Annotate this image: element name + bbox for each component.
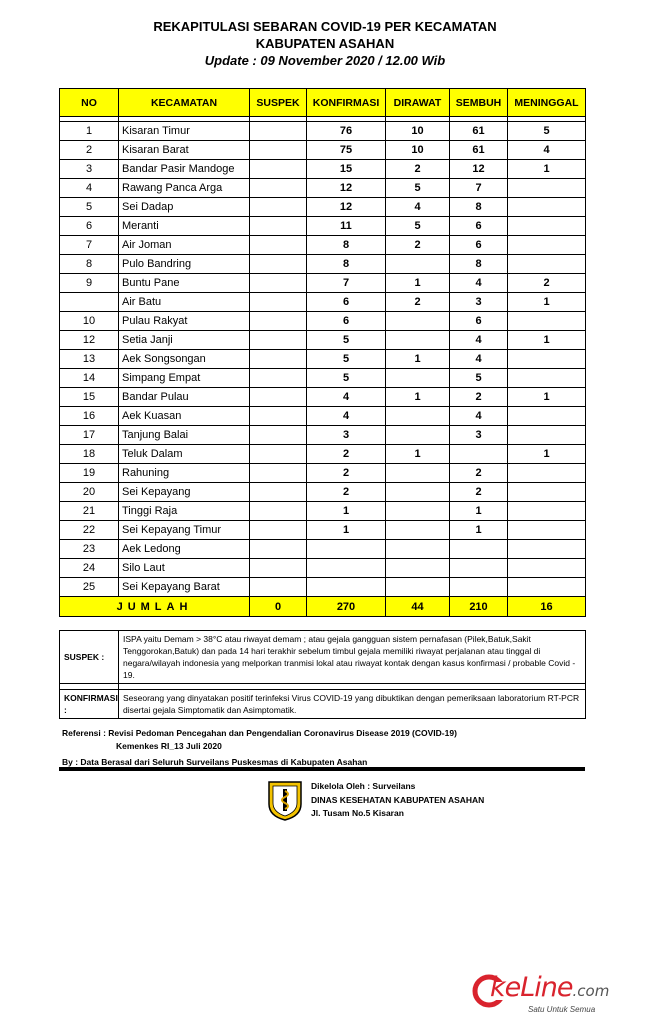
cell-konf: 6 — [307, 293, 386, 312]
cell-konf — [307, 540, 386, 559]
cell-meninggal: 2 — [508, 274, 586, 293]
data-source-note: By : Data Berasal dari Seluruh Surveilans Puskesmas di Kabupaten Asahan — [62, 757, 368, 767]
health-office-logo-icon — [265, 778, 305, 822]
cell-kec: Setia Janji — [119, 331, 250, 350]
cell-dirawat — [386, 578, 450, 597]
cell-suspek — [250, 179, 307, 198]
cell-no: 12 — [60, 331, 119, 350]
cell-meninggal: 1 — [508, 388, 586, 407]
cell-sembuh: 6 — [450, 217, 508, 236]
cell-suspek — [250, 350, 307, 369]
cell-kec: Rahuning — [119, 464, 250, 483]
cell-dirawat: 10 — [386, 141, 450, 160]
cell-kec: Bandar Pulau — [119, 388, 250, 407]
cell-kec: Rawang Panca Arga — [119, 179, 250, 198]
cell-no: 18 — [60, 445, 119, 464]
cell-dirawat — [386, 331, 450, 350]
table-header-row — [60, 89, 586, 117]
cell-konf: 5 — [307, 350, 386, 369]
cell-sembuh — [450, 578, 508, 597]
cell-sembuh: 61 — [450, 122, 508, 141]
cell-konf: 4 — [307, 388, 386, 407]
col-header-meninggal: MENINGGAL — [508, 89, 586, 117]
cell-kec: Sei Kepayang Barat — [119, 578, 250, 597]
cell-meninggal — [508, 312, 586, 331]
cell-suspek — [250, 312, 307, 331]
table-row — [60, 122, 586, 141]
table-row — [60, 426, 586, 445]
total-dirawat: 44 — [386, 597, 450, 617]
cell-suspek — [250, 236, 307, 255]
cell-konf: 11 — [307, 217, 386, 236]
cell-suspek — [250, 502, 307, 521]
cell-meninggal — [508, 179, 586, 198]
cell-meninggal — [508, 464, 586, 483]
cell-kec: Bandar Pasir Mandoge — [119, 160, 250, 179]
covid-recap-table — [59, 88, 586, 617]
total-meninggal: 16 — [508, 597, 586, 617]
cell-suspek — [250, 255, 307, 274]
cell-dirawat — [386, 559, 450, 578]
total-suspek: 0 — [250, 597, 307, 617]
cell-no: 17 — [60, 426, 119, 445]
cell-kec: Pulau Rakyat — [119, 312, 250, 331]
cell-suspek — [250, 274, 307, 293]
cell-no: 5 — [60, 198, 119, 217]
cell-konf: 76 — [307, 122, 386, 141]
cell-meninggal: 5 — [508, 122, 586, 141]
cell-suspek — [250, 426, 307, 445]
table-row — [60, 483, 586, 502]
cell-dirawat: 1 — [386, 350, 450, 369]
cell-meninggal — [508, 255, 586, 274]
table-row — [60, 350, 586, 369]
total-row — [60, 597, 586, 617]
managing-office: DINAS KESEHATAN KABUPATEN ASAHAN — [311, 794, 485, 805]
definition-konfirmasi-label: KONFIRMASI : — [60, 690, 119, 719]
cell-kec: Tanjung Balai — [119, 426, 250, 445]
cell-no: 20 — [60, 483, 119, 502]
col-header-sembuh: SEMBUH — [450, 89, 508, 117]
cell-dirawat: 2 — [386, 160, 450, 179]
cell-suspek — [250, 521, 307, 540]
cell-konf: 8 — [307, 236, 386, 255]
cell-sembuh: 4 — [450, 350, 508, 369]
watermark — [472, 968, 632, 1018]
cell-dirawat: 1 — [386, 388, 450, 407]
cell-kec: Tinggi Raja — [119, 502, 250, 521]
cell-sembuh: 4 — [450, 407, 508, 426]
cell-suspek — [250, 559, 307, 578]
cell-suspek — [250, 160, 307, 179]
definition-konfirmasi-text: Seseorang yang dinyatakan positif terinfeksi Virus COVID-19 yang dibuktikan dengan pemeriksaan laboratorium RT-PCR disertai gejala Simptomatik dan Asimptomatik. — [119, 690, 586, 719]
cell-no: 7 — [60, 236, 119, 255]
table-row — [60, 369, 586, 388]
reference-source: Kemenkes RI_13 Juli 2020 — [116, 741, 222, 751]
cell-dirawat — [386, 502, 450, 521]
cell-sembuh: 2 — [450, 483, 508, 502]
cell-sembuh: 3 — [450, 293, 508, 312]
table-row — [60, 179, 586, 198]
cell-kec: Air Joman — [119, 236, 250, 255]
cell-no: 13 — [60, 350, 119, 369]
table-row — [60, 464, 586, 483]
cell-meninggal — [508, 521, 586, 540]
cell-kec: Aek Songsongan — [119, 350, 250, 369]
document-subtitle: KABUPATEN ASAHAN — [255, 36, 395, 51]
cell-suspek — [250, 293, 307, 312]
cell-konf: 5 — [307, 331, 386, 350]
cell-meninggal — [508, 483, 586, 502]
table-row — [60, 160, 586, 179]
cell-kec: Sei Dadap — [119, 198, 250, 217]
cell-dirawat — [386, 483, 450, 502]
table-row — [60, 331, 586, 350]
cell-no: 4 — [60, 179, 119, 198]
cell-konf: 3 — [307, 426, 386, 445]
col-header-kecamatan: KECAMATAN — [119, 89, 250, 117]
table-row — [60, 141, 586, 160]
cell-dirawat — [386, 369, 450, 388]
cell-suspek — [250, 388, 307, 407]
cell-sembuh: 2 — [450, 388, 508, 407]
cell-dirawat — [386, 426, 450, 445]
cell-meninggal: 1 — [508, 331, 586, 350]
cell-no: 2 — [60, 141, 119, 160]
col-header-konfirmasi: KONFIRMASI — [307, 89, 386, 117]
cell-sembuh: 61 — [450, 141, 508, 160]
cell-sembuh: 6 — [450, 312, 508, 331]
cell-no: 15 — [60, 388, 119, 407]
cell-sembuh: 4 — [450, 331, 508, 350]
cell-meninggal — [508, 502, 586, 521]
table-row — [60, 407, 586, 426]
reference-line: Referensi : Revisi Pedoman Pencegahan dan Pengendalian Coronavirus Disease 2019 (COVID-19) — [62, 728, 457, 738]
col-header-no: NO — [60, 89, 119, 117]
cell-no: 24 — [60, 559, 119, 578]
cell-meninggal — [508, 578, 586, 597]
cell-sembuh: 4 — [450, 274, 508, 293]
cell-dirawat: 1 — [386, 274, 450, 293]
cell-dirawat: 1 — [386, 445, 450, 464]
managed-by-label: Dikelola Oleh : Surveilans — [311, 781, 416, 791]
cell-kec: Sei Kepayang — [119, 483, 250, 502]
cell-suspek — [250, 483, 307, 502]
cell-no: 8 — [60, 255, 119, 274]
cell-meninggal — [508, 217, 586, 236]
cell-no: 19 — [60, 464, 119, 483]
table-row — [60, 559, 586, 578]
cell-no: 25 — [60, 578, 119, 597]
cell-no: 22 — [60, 521, 119, 540]
cell-sembuh: 8 — [450, 255, 508, 274]
update-timestamp: Update : 09 November 2020 / 12.00 Wib — [204, 53, 446, 68]
cell-dirawat: 5 — [386, 179, 450, 198]
table-body — [60, 117, 586, 617]
cell-meninggal — [508, 236, 586, 255]
table-row — [60, 502, 586, 521]
definition-suspek-label: SUSPEK : — [60, 631, 119, 684]
cell-kec: Kisaran Timur — [119, 122, 250, 141]
cell-dirawat: 2 — [386, 236, 450, 255]
cell-sembuh: 6 — [450, 236, 508, 255]
office-address: Jl. Tusam No.5 Kisaran — [311, 808, 404, 818]
cell-sembuh: 3 — [450, 426, 508, 445]
cell-kec: Meranti — [119, 217, 250, 236]
cell-dirawat — [386, 464, 450, 483]
table-row — [60, 521, 586, 540]
cell-suspek — [250, 578, 307, 597]
document-header — [0, 18, 650, 70]
cell-dirawat — [386, 540, 450, 559]
cell-konf: 7 — [307, 274, 386, 293]
table-row — [60, 274, 586, 293]
cell-kec: Simpang Empat — [119, 369, 250, 388]
table-row — [60, 198, 586, 217]
cell-dirawat: 5 — [386, 217, 450, 236]
cell-kec: Buntu Pane — [119, 274, 250, 293]
cell-konf: 5 — [307, 369, 386, 388]
watermark-brand: keLine.com — [490, 972, 610, 1003]
cell-sembuh: 5 — [450, 369, 508, 388]
cell-suspek — [250, 141, 307, 160]
cell-suspek — [250, 407, 307, 426]
cell-sembuh: 12 — [450, 160, 508, 179]
cell-no: 10 — [60, 312, 119, 331]
cell-kec: Kisaran Barat — [119, 141, 250, 160]
cell-suspek — [250, 217, 307, 236]
cell-suspek — [250, 122, 307, 141]
definitions-table — [59, 630, 586, 719]
definition-konfirmasi-row — [60, 690, 586, 719]
cell-sembuh: 2 — [450, 464, 508, 483]
cell-no: 21 — [60, 502, 119, 521]
cell-meninggal: 1 — [508, 160, 586, 179]
cell-konf: 2 — [307, 464, 386, 483]
cell-dirawat: 10 — [386, 122, 450, 141]
cell-konf: 2 — [307, 445, 386, 464]
cell-sembuh: 7 — [450, 179, 508, 198]
cell-konf: 1 — [307, 521, 386, 540]
watermark-tagline: Satu Untuk Semua — [528, 1005, 596, 1014]
total-konf: 270 — [307, 597, 386, 617]
cell-no: 23 — [60, 540, 119, 559]
divider — [59, 767, 585, 771]
cell-kec: Aek Ledong — [119, 540, 250, 559]
table-row — [60, 540, 586, 559]
cell-meninggal: 1 — [508, 445, 586, 464]
cell-meninggal — [508, 426, 586, 445]
cell-kec: Sei Kepayang Timur — [119, 521, 250, 540]
cell-sembuh: 1 — [450, 521, 508, 540]
cell-meninggal — [508, 350, 586, 369]
table-row — [60, 388, 586, 407]
cell-dirawat — [386, 521, 450, 540]
cell-meninggal: 4 — [508, 141, 586, 160]
cell-meninggal — [508, 540, 586, 559]
cell-suspek — [250, 369, 307, 388]
cell-dirawat — [386, 407, 450, 426]
cell-suspek — [250, 540, 307, 559]
cell-suspek — [250, 445, 307, 464]
document-title: REKAPITULASI SEBARAN COVID-19 PER KECAMATAN — [153, 19, 497, 34]
cell-no: 6 — [60, 217, 119, 236]
table-row — [60, 255, 586, 274]
cell-konf: 1 — [307, 502, 386, 521]
col-header-dirawat: DIRAWAT — [386, 89, 450, 117]
cell-sembuh: 8 — [450, 198, 508, 217]
cell-dirawat: 2 — [386, 293, 450, 312]
cell-suspek — [250, 198, 307, 217]
reference-block — [62, 727, 457, 753]
cell-sembuh — [450, 559, 508, 578]
total-label: JUMLAH — [60, 597, 250, 617]
cell-meninggal — [508, 198, 586, 217]
cell-kec: Pulo Bandring — [119, 255, 250, 274]
cell-meninggal: 1 — [508, 293, 586, 312]
cell-konf: 6 — [307, 312, 386, 331]
cell-no: 3 — [60, 160, 119, 179]
cell-dirawat — [386, 255, 450, 274]
cell-kec: Teluk Dalam — [119, 445, 250, 464]
cell-konf: 75 — [307, 141, 386, 160]
table-row — [60, 312, 586, 331]
cell-meninggal — [508, 559, 586, 578]
cell-konf — [307, 559, 386, 578]
table-row — [60, 217, 586, 236]
table-row — [60, 578, 586, 597]
cell-konf: 4 — [307, 407, 386, 426]
cell-konf: 8 — [307, 255, 386, 274]
cell-konf: 15 — [307, 160, 386, 179]
definition-suspek-row — [60, 631, 586, 684]
cell-meninggal — [508, 407, 586, 426]
cell-kec: Air Batu — [119, 293, 250, 312]
cell-suspek — [250, 331, 307, 350]
cell-no: 14 — [60, 369, 119, 388]
cell-no: 16 — [60, 407, 119, 426]
cell-meninggal — [508, 369, 586, 388]
table-row — [60, 236, 586, 255]
total-sembuh: 210 — [450, 597, 508, 617]
cell-sembuh — [450, 540, 508, 559]
definition-suspek-text: ISPA yaitu Demam > 38°C atau riwayat demam ; atau gejala gangguan sistem pernafasan (Pilek,Batuk,Sakit Tenggorokan,Batuk) dan pada 14 hari terakhir sebelum timbul gejala memiliki riwayat perjalanan atau tinggal di negara/wilayah indonesia yang melporkan tranmisi lokal atau riwayat kontak dengan kasus konfirmasi / probable Covid - 19. — [119, 631, 586, 684]
cell-suspek — [250, 464, 307, 483]
cell-no: 9 — [60, 274, 119, 293]
cell-konf: 2 — [307, 483, 386, 502]
cell-sembuh — [450, 445, 508, 464]
col-header-suspek: SUSPEK — [250, 89, 307, 117]
cell-konf — [307, 578, 386, 597]
cell-no — [60, 293, 119, 312]
cell-kec: Aek Kuasan — [119, 407, 250, 426]
cell-no: 1 — [60, 122, 119, 141]
cell-dirawat — [386, 312, 450, 331]
cell-kec: Silo Laut — [119, 559, 250, 578]
table-row — [60, 293, 586, 312]
cell-konf: 12 — [307, 198, 386, 217]
cell-sembuh: 1 — [450, 502, 508, 521]
managed-by-block — [311, 780, 484, 821]
table-row — [60, 445, 586, 464]
cell-dirawat: 4 — [386, 198, 450, 217]
cell-konf: 12 — [307, 179, 386, 198]
